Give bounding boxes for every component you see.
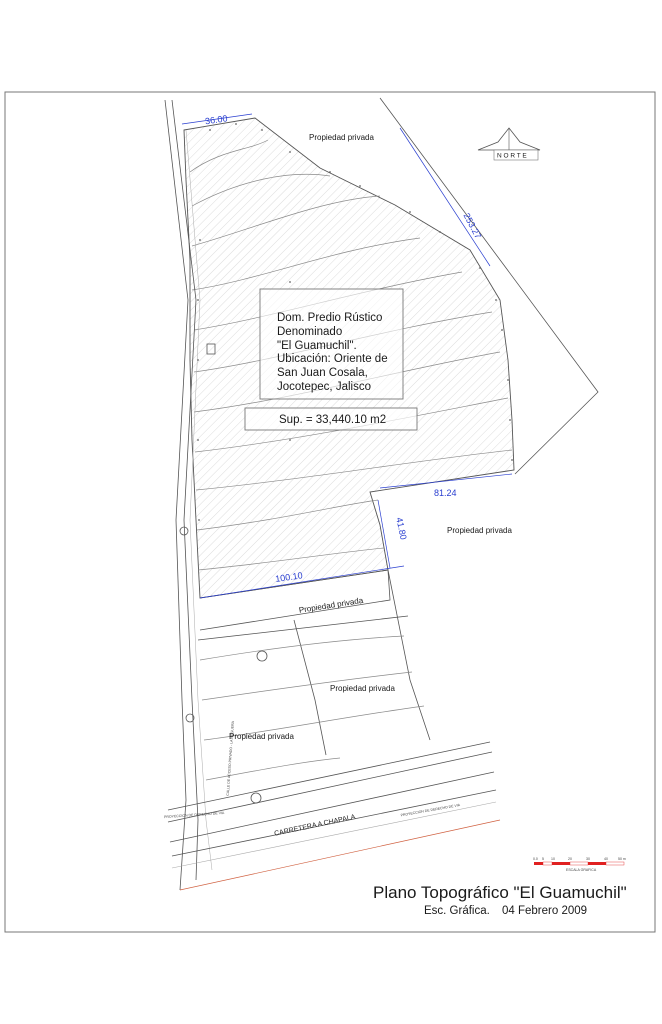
lot-info-line-4: Ubicación: Oriente de [277,353,388,365]
scale-tick: 0.0 [533,857,538,861]
scale-tick: 30 [586,857,590,861]
lot-info-line-5: San Juan Cosala, [277,367,368,379]
dimension-northeast: 253.27 [461,211,484,241]
plan-title: Plano Topográfico "El Guamuchil" [373,883,627,902]
dimension-south: 100.10 [274,570,304,585]
highway-lines [168,742,500,890]
dimension-east-drop: 41.80 [394,516,409,541]
lot-info-line-6: Jocotepec, Jalisco [277,381,371,393]
lot-info-line-1: Dom. Predio Rústico [277,312,383,324]
area-label: Sup. = 33,440.10 m2 [279,414,387,426]
lot-info-line-3: "El Guamuchil". [277,340,357,352]
dimension-east-step: 81.24 [434,488,457,498]
scale-label: ESCALA GRAFICA [566,868,597,872]
highway-small-label-left: PROYECCION DE DERECHO DE VIA [163,810,225,820]
north-label: N O R T E [497,152,527,160]
access-road-label: CALLE DE ACCESO PRIVADO - LA NOGUERA [225,720,235,796]
neighbor-top: Propiedad privada [309,133,374,142]
dimension-top: 36.00 [204,113,229,127]
scale-tick: 10 [551,857,555,861]
graphic-scale [534,862,624,865]
neighbor-east: Propiedad privada [447,526,512,535]
scale-ticks [533,857,626,861]
neighbor-lower-left: Propiedad privada [229,732,294,741]
neighbor-lower-right: Propiedad privada [330,684,395,693]
neighbor-south-strip: Propiedad privada [298,595,364,615]
lot-info-line-2: Denominado [277,326,343,338]
scale-tick: 5 [542,857,544,861]
highway-label: CARRETERA A CHAPALA [273,813,357,838]
scale-tick: 40 [604,857,608,861]
scale-tick: 20 [568,857,572,861]
scale-tick: 50 m [618,857,626,861]
highway-small-label-right: PROYECCION DE DERECHO DE VIA [400,803,461,818]
plan-subtitle-date: 04 Febrero 2009 [502,905,588,917]
plan-subtitle-scale: Esc. Gráfica. [424,905,490,917]
